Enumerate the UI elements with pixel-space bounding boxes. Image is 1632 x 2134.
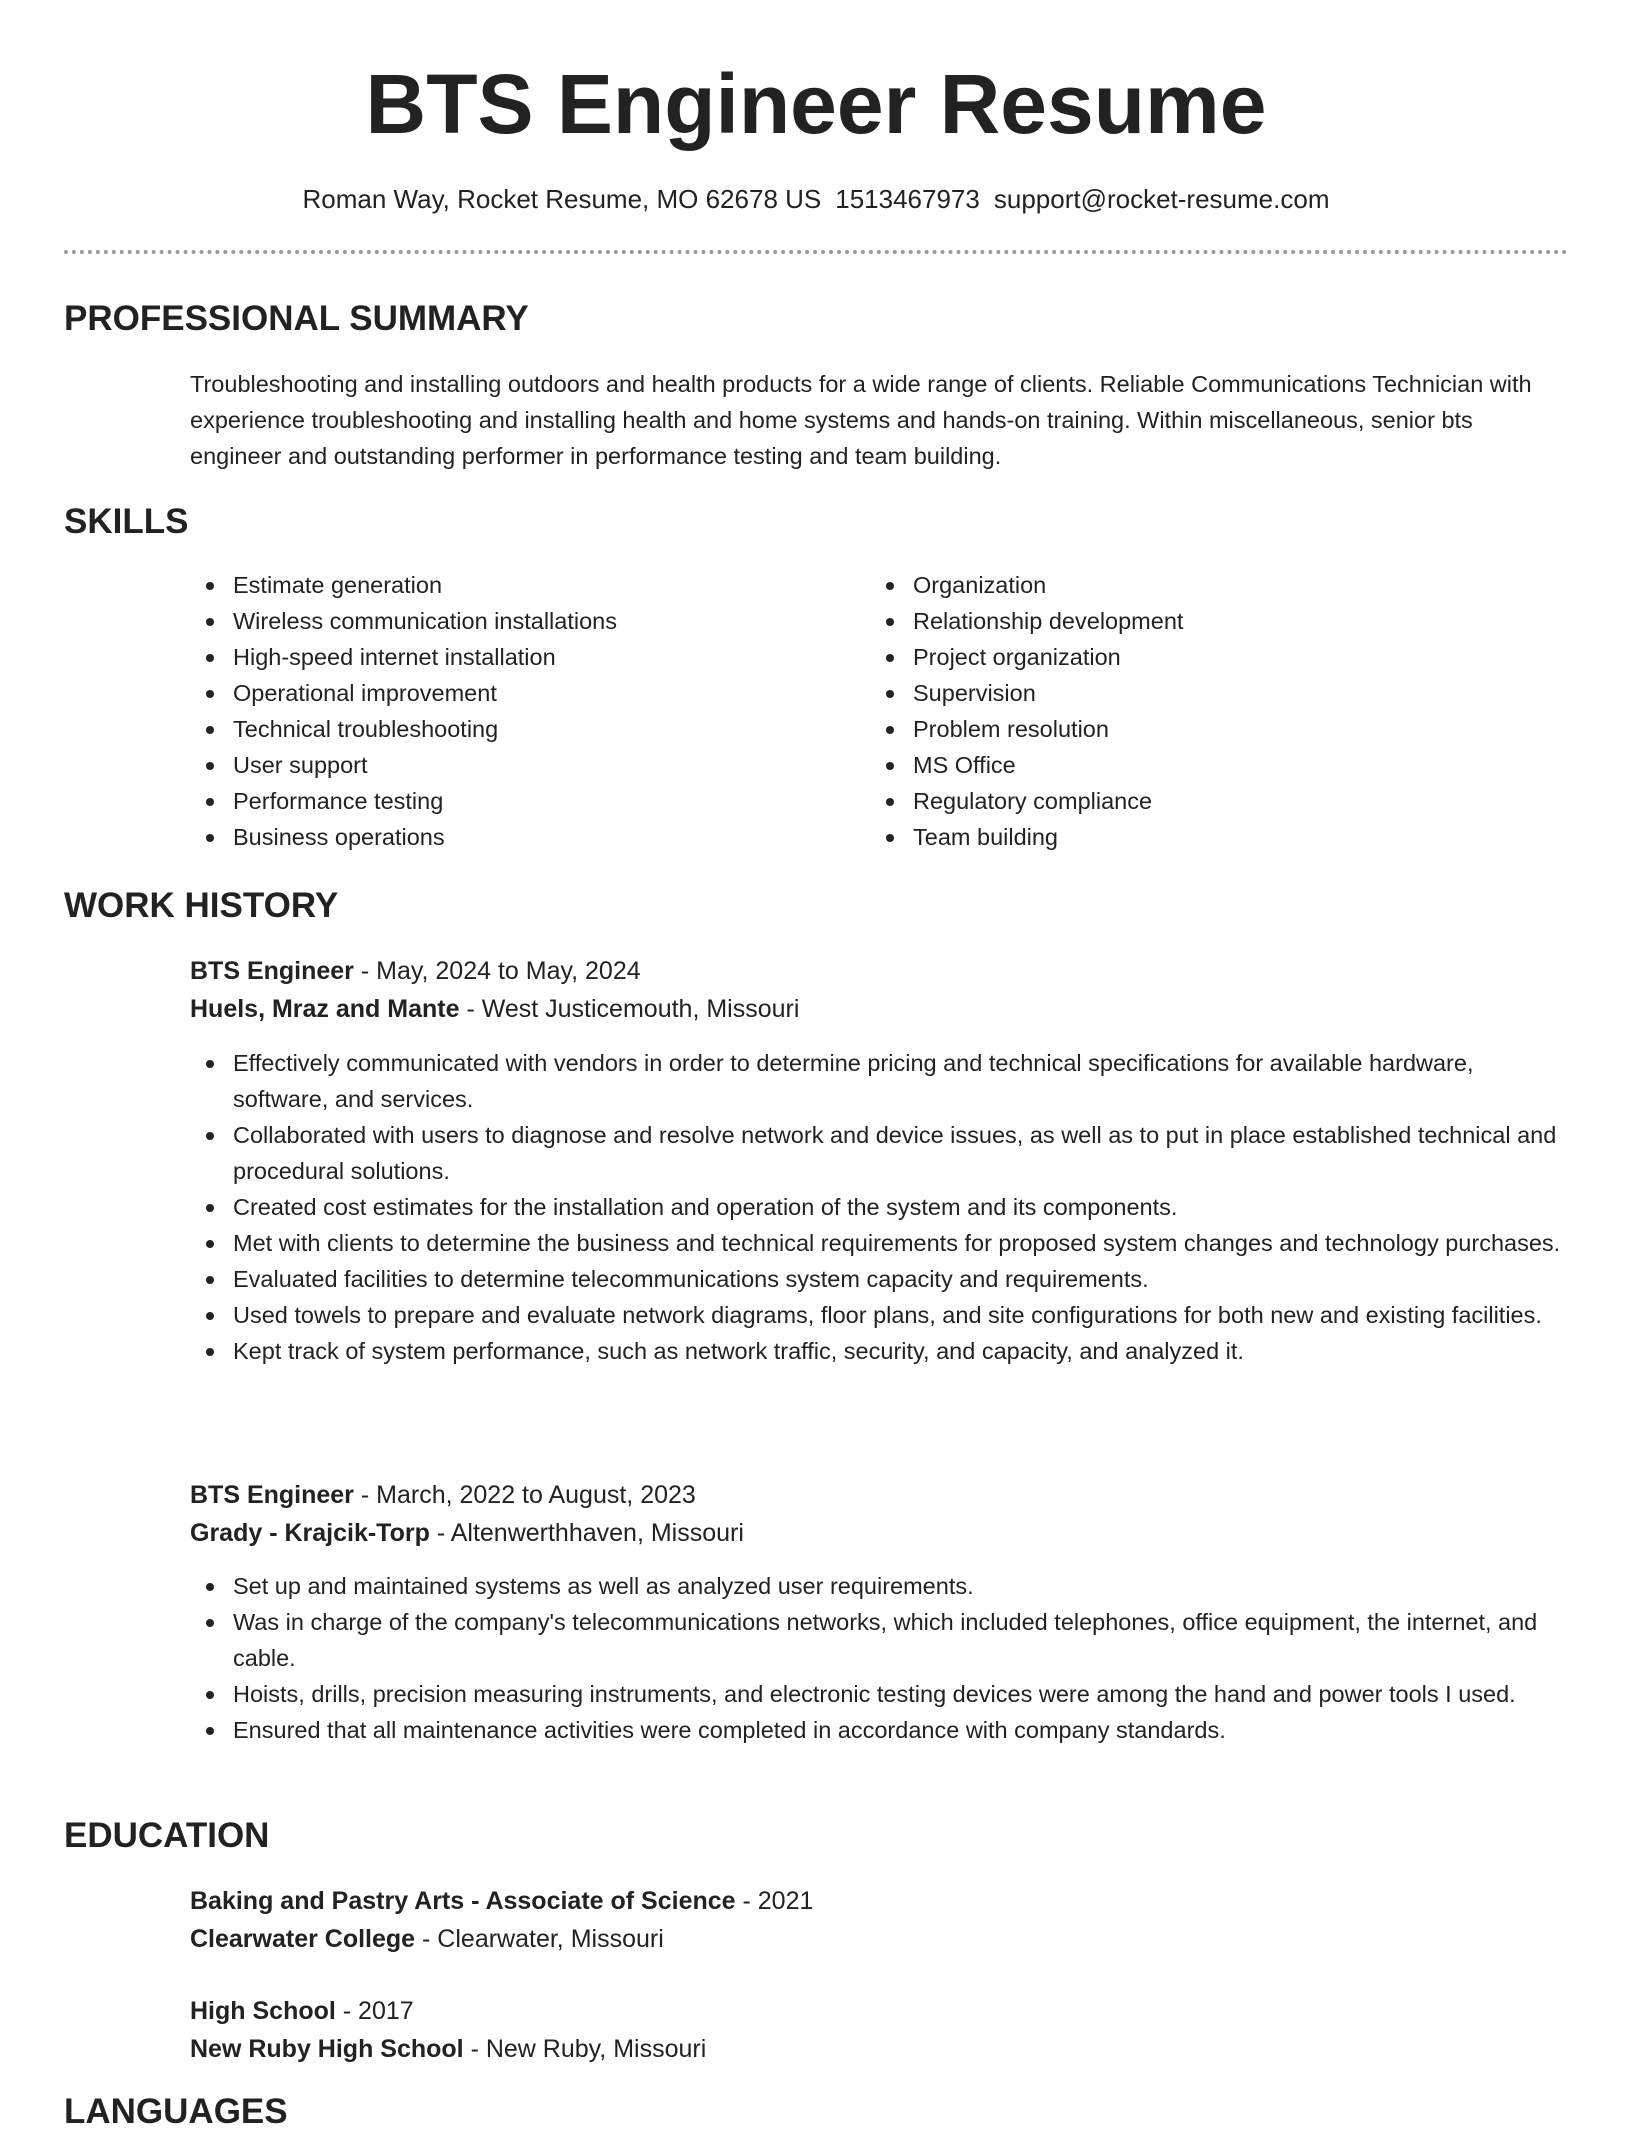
contact-phone: 1513467973 xyxy=(835,184,980,214)
job-bullets xyxy=(190,1045,1570,1369)
job-location: - West Justicemouth, Missouri xyxy=(459,995,800,1023)
summary-text: Troubleshooting and installing outdoors and health products for a wide range of clients. Reliable Communications Technician with experience troubleshooting and installing health and home systems and hands-on training. Within miscellaneous, senior bts engineer and outstanding performer in performance testing and team building. xyxy=(190,371,1532,469)
contact-address: Roman Way, Rocket Resume, MO 62678 US xyxy=(302,184,822,214)
job-dates: - May, 2024 to May, 2024 xyxy=(353,957,641,985)
job-bullet: Kept track of system performance, such as network traffic, security, and capacity, and analyzed it. xyxy=(190,1333,1570,1369)
job-bullet: Was in charge of the company's telecommunications networks, which included telephones, office equipment, the internet, and cable. xyxy=(190,1604,1570,1676)
education-degree-line xyxy=(190,1882,813,1920)
education-year: - 2021 xyxy=(735,1887,814,1915)
skill-item: Project organization xyxy=(870,639,1510,675)
skill-item: Relationship development xyxy=(870,603,1510,639)
education-degree-line xyxy=(190,1992,414,2030)
skill-item: Team building xyxy=(870,819,1510,855)
skill-item: Business operations xyxy=(190,819,830,855)
job-bullet: Collaborated with users to diagnose and resolve network and device issues, as well as to put in place established technical and procedural solutions. xyxy=(190,1117,1570,1189)
education-school: Clearwater College xyxy=(190,1925,416,1953)
education-location: - Clearwater, Missouri xyxy=(415,1925,664,1953)
job-bullet: Met with clients to determine the business and technical requirements for proposed system changes and technology purchases. xyxy=(190,1225,1570,1261)
skill-item: High-speed internet installation xyxy=(190,639,830,675)
job-bullet: Created cost estimates for the installation and operation of the system and its components. xyxy=(190,1189,1570,1225)
job-title-line xyxy=(190,1476,696,1514)
contact-line xyxy=(0,181,1632,217)
section-title-skills: SKILLS xyxy=(64,502,189,541)
job-company: Grady - Krajcik-Torp xyxy=(190,1519,430,1547)
skill-item: Wireless communication installations xyxy=(190,603,830,639)
section-title-languages: LANGUAGES xyxy=(64,2092,288,2131)
job-bullet: Hoists, drills, precision measuring instruments, and electronic testing devices were among the hand and power tools I used. xyxy=(190,1676,1570,1712)
job-company-line xyxy=(190,1514,744,1552)
job-bullet: Used towels to prepare and evaluate network diagrams, floor plans, and site configurations for both new and existing facilities. xyxy=(190,1297,1570,1333)
skill-item: MS Office xyxy=(870,747,1510,783)
job-company-line xyxy=(190,990,799,1028)
education-degree: Baking and Pastry Arts - Associate of Science xyxy=(190,1887,736,1915)
job-bullet: Set up and maintained systems as well as analyzed user requirements. xyxy=(190,1568,1570,1604)
skill-item: Organization xyxy=(870,567,1510,603)
skill-item: Regulatory compliance xyxy=(870,783,1510,819)
job-title-line xyxy=(190,952,641,990)
job-dates: - March, 2022 to August, 2023 xyxy=(353,1481,696,1509)
education-location: - New Ruby, Missouri xyxy=(463,2035,707,2063)
section-title-summary: PROFESSIONAL SUMMARY xyxy=(64,299,529,338)
job-location: - Altenwerthhaven, Missouri xyxy=(429,1519,744,1547)
resume-title: BTS Engineer Resume xyxy=(365,57,1267,151)
job-bullet: Evaluated facilities to determine telecommunications system capacity and requirements. xyxy=(190,1261,1570,1297)
job-title: BTS Engineer xyxy=(190,1481,354,1509)
section-title-education: EDUCATION xyxy=(64,1816,270,1855)
skill-item: User support xyxy=(190,747,830,783)
skills-list-left xyxy=(190,567,830,855)
section-title-work: WORK HISTORY xyxy=(64,886,339,925)
education-year: - 2017 xyxy=(335,1997,414,2025)
skill-item: Technical troubleshooting xyxy=(190,711,830,747)
education-school-line xyxy=(190,2030,706,2068)
education-school: New Ruby High School xyxy=(190,2035,464,2063)
header-divider xyxy=(64,250,1568,254)
skill-item: Problem resolution xyxy=(870,711,1510,747)
education-school-line xyxy=(190,1920,664,1958)
job-bullet: Ensured that all maintenance activities were completed in accordance with company standards. xyxy=(190,1712,1570,1748)
contact-email: support@rocket-resume.com xyxy=(993,184,1330,214)
job-bullet: Effectively communicated with vendors in order to determine pricing and technical specifications for available hardware, software, and services. xyxy=(190,1045,1570,1117)
skill-item: Supervision xyxy=(870,675,1510,711)
job-bullets xyxy=(190,1568,1570,1748)
skills-list-right xyxy=(870,567,1510,855)
job-title: BTS Engineer xyxy=(190,957,354,985)
education-degree: High School xyxy=(190,1997,336,2025)
skill-item: Performance testing xyxy=(190,783,830,819)
job-company: Huels, Mraz and Mante xyxy=(190,995,460,1023)
skill-item: Operational improvement xyxy=(190,675,830,711)
skill-item: Estimate generation xyxy=(190,567,830,603)
